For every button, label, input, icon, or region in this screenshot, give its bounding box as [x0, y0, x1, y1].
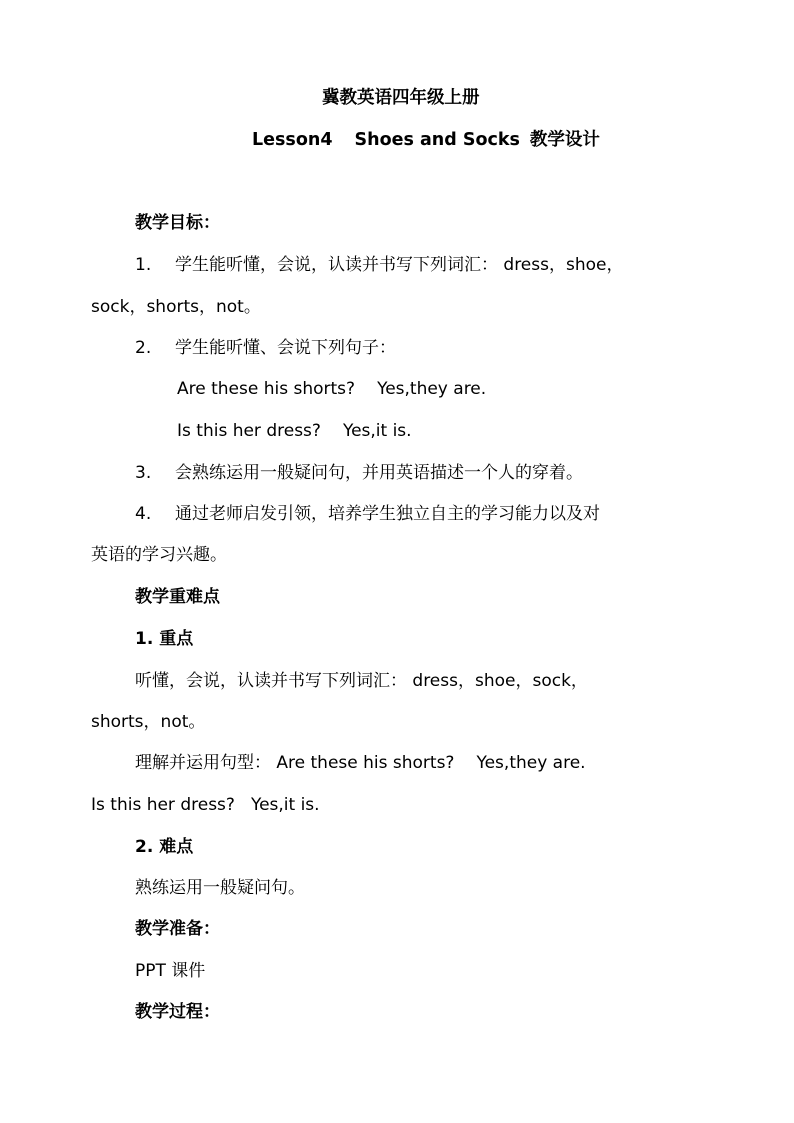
objective-3-number: 3.: [135, 463, 152, 483]
difficult-point-text: 熟练运用一般疑问句。: [135, 878, 305, 898]
objective-4: [135, 503, 600, 525]
objective-3-text: 会熟练运用一般疑问句，并用英语描述一个人的穿着。: [175, 463, 583, 483]
key-point-sentence-2-answer: Yes,it is.: [250, 795, 320, 815]
key-point-sentence-2: [91, 794, 320, 816]
objective-1-text: 学生能听懂，会说，认读并书写下列词汇： dress，shoe，: [175, 255, 624, 275]
key-point-heading: 1. 重点: [135, 629, 194, 649]
objective-2-sentence-2: [177, 420, 412, 442]
lesson-number: Lesson4: [252, 130, 333, 150]
objective-4-continued: 英语的学习兴趣。: [91, 545, 227, 565]
doc-title: 冀教英语四年级上册: [322, 88, 480, 108]
preparation-heading: 教学准备：: [135, 919, 220, 939]
difficult-point-heading: 2. 难点: [135, 837, 194, 857]
objective-2-sentence-1: [177, 378, 486, 400]
process-heading: 教学过程：: [135, 1002, 220, 1022]
objective-4-number: 4.: [135, 504, 152, 524]
objective-2-text: 学生能听懂、会说下列句子：: [175, 338, 396, 358]
key-point-sentence: [135, 752, 586, 774]
objective-2: [135, 337, 396, 359]
objective-4-text: 通过老师启发引领，培养学生独立自主的学习能力以及对: [175, 504, 600, 524]
lesson-suffix: 教学设计: [529, 130, 600, 150]
sentence-1-answer: Yes,they are.: [377, 379, 487, 399]
objective-1-continued: sock，shorts，not。: [91, 297, 261, 317]
objective-1: [135, 254, 623, 276]
lesson-topic: Shoes and Socks: [354, 130, 520, 150]
preparation-text: PPT 课件: [135, 961, 206, 981]
key-point-sentence-2-question: Is this her dress?: [91, 795, 235, 815]
sentence-1-question: Are these his shorts?: [177, 379, 356, 399]
key-point-sentence-question: 理解并运用句型： Are these his shorts?: [135, 753, 455, 773]
key-point-continued: shorts，not。: [91, 712, 206, 732]
keypoints-heading: 教学重难点: [135, 587, 220, 607]
objective-1-number: 1.: [135, 255, 152, 275]
objective-2-number: 2.: [135, 338, 152, 358]
objectives-heading: 教学目标：: [135, 213, 220, 233]
sentence-2-question: Is this her dress?: [177, 421, 321, 441]
sentence-2-answer: Yes,it is.: [342, 421, 412, 441]
doc-subtitle: [252, 129, 600, 151]
objective-3: [135, 462, 583, 484]
key-point-text: 听懂，会说，认读并书写下列词汇： dress，shoe，sock，: [135, 671, 588, 691]
key-point-sentence-answer: Yes,they are.: [476, 753, 586, 773]
